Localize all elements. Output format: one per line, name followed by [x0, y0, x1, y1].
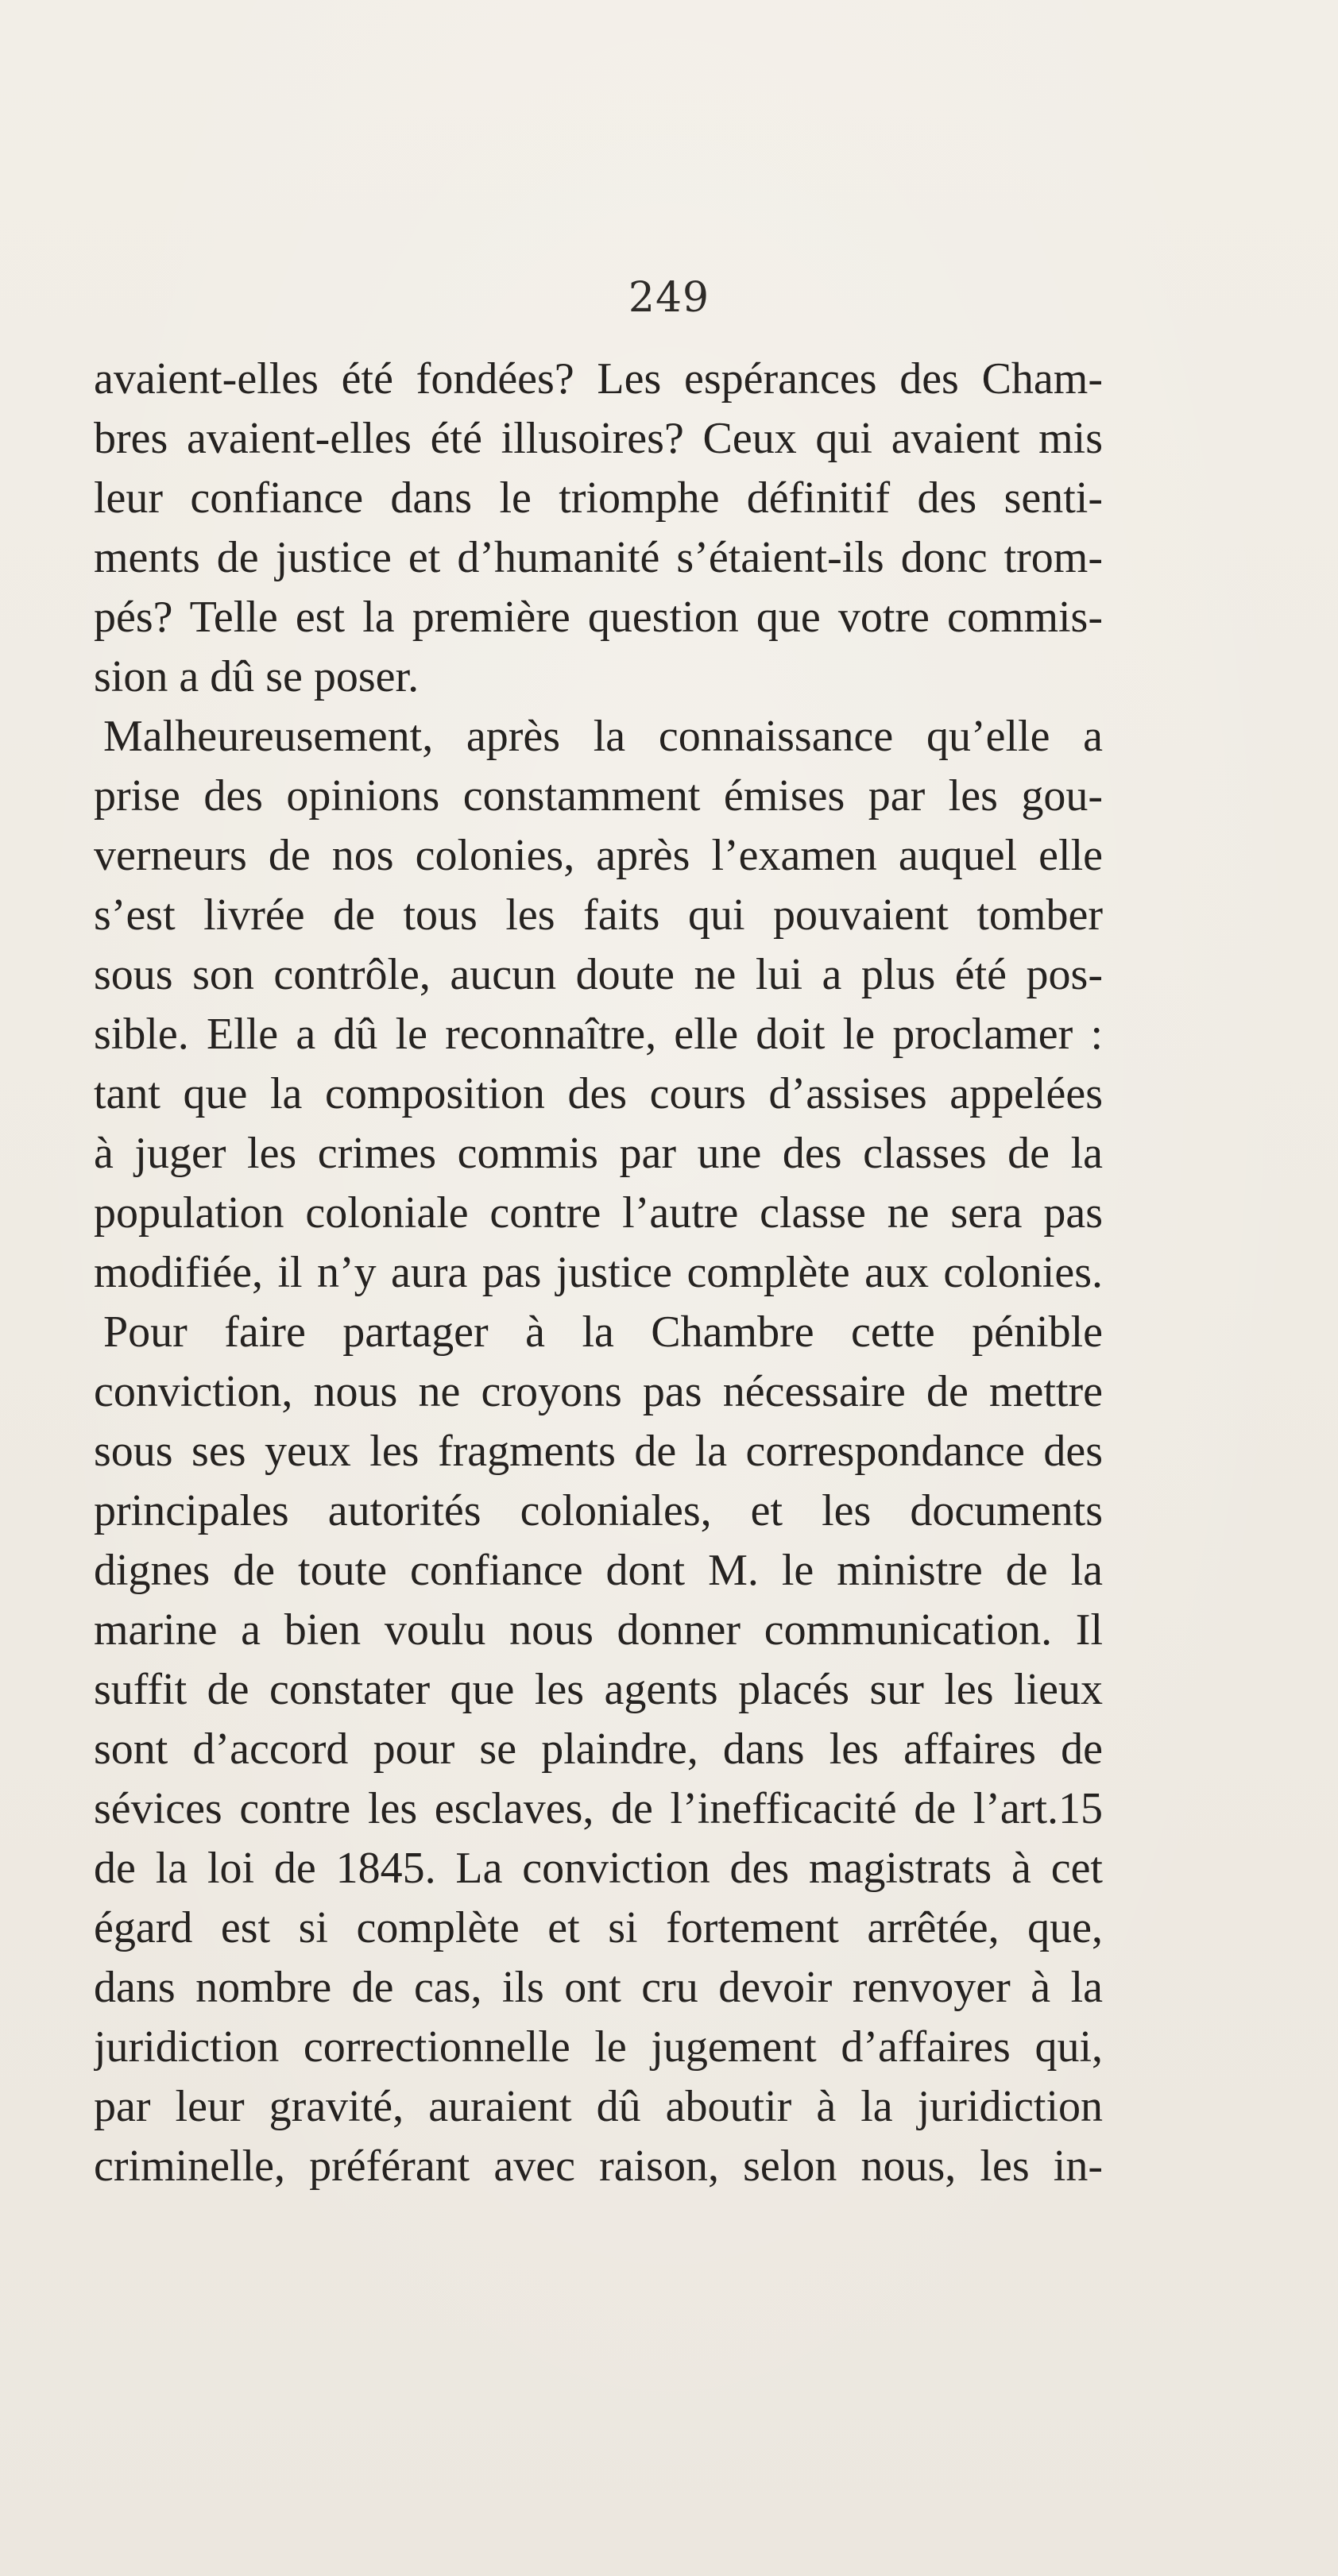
text-line: suffit de constater que les agents placés sur les lieux: [94, 1665, 1103, 1714]
text-line: modifiée, il n’y aura pas justice complète aux colonies.: [94, 1248, 1103, 1297]
text-line: pés? Telle est la première question que votre commis-: [94, 593, 1103, 642]
text-line: leur confiance dans le triomphe définitif des senti-: [94, 473, 1103, 523]
text-line: sont d’accord pour se plaindre, dans les affaires de: [94, 1724, 1103, 1774]
text-line: conviction, nous ne croyons pas nécessaire de mettre: [94, 1367, 1103, 1416]
text-line: verneurs de nos colonies, après l’examen auquel elle: [94, 831, 1103, 880]
text-line: sion a dû se poser.: [94, 652, 420, 701]
text-line: dans nombre de cas, ils ont cru devoir renvoyer à la: [94, 1963, 1103, 2012]
text-line: avaient-elles été fondées? Les espérances des Cham-: [94, 354, 1103, 404]
text-line: s’est livrée de tous les faits qui pouvaient tomber: [94, 890, 1103, 940]
text-line: principales autorités coloniales, et les documents: [94, 1486, 1103, 1535]
text-line: sible. Elle a dû le reconnaître, elle doit le proclamer :: [94, 1010, 1103, 1059]
text-line: prise des opinions constamment émises par les gou-: [94, 771, 1103, 821]
page-number: 249: [628, 274, 710, 322]
text-line: dignes de toute confiance dont M. le ministre de la: [94, 1546, 1103, 1595]
text-line: de la loi de 1845. La conviction des magistrats à cet: [94, 1844, 1103, 1893]
text-line: par leur gravité, auraient dû aboutir à la juridiction: [94, 2082, 1103, 2131]
text-line: bres avaient-elles été illusoires? Ceux qui avaient mis: [94, 414, 1103, 463]
text-line: juridiction correctionnelle le jugement d’affaires qui,: [94, 2022, 1103, 2072]
text-line: sous son contrôle, aucun doute ne lui a plus été pos-: [94, 950, 1103, 999]
body-text: [94, 350, 1103, 2196]
text-line: sévices contre les esclaves, de l’inefficacité de l’art.15: [94, 1784, 1103, 1833]
text-line: marine a bien voulu nous donner communication. Il: [94, 1605, 1103, 1655]
text-line: à juger les crimes commis par une des classes de la: [94, 1129, 1103, 1178]
text-line: ments de justice et d’humanité s’étaient-ils donc trom-: [94, 533, 1103, 582]
paragraph-first-line: Pour faire partager à la Chambre cette pénible: [103, 1307, 1103, 1357]
text-line: sous ses yeux les fragments de la correspondance des: [94, 1427, 1103, 1476]
text-line: population coloniale contre l’autre classe ne sera pas: [94, 1188, 1103, 1238]
paragraph-first-line: Malheureusement, après la connaissance qu’elle a: [103, 712, 1103, 761]
text-line: égard est si complète et si fortement arrêtée, que,: [94, 1903, 1103, 1952]
text-line: criminelle, préférant avec raison, selon nous, les in-: [94, 2142, 1103, 2191]
text-line: tant que la composition des cours d’assises appelées: [94, 1069, 1103, 1118]
